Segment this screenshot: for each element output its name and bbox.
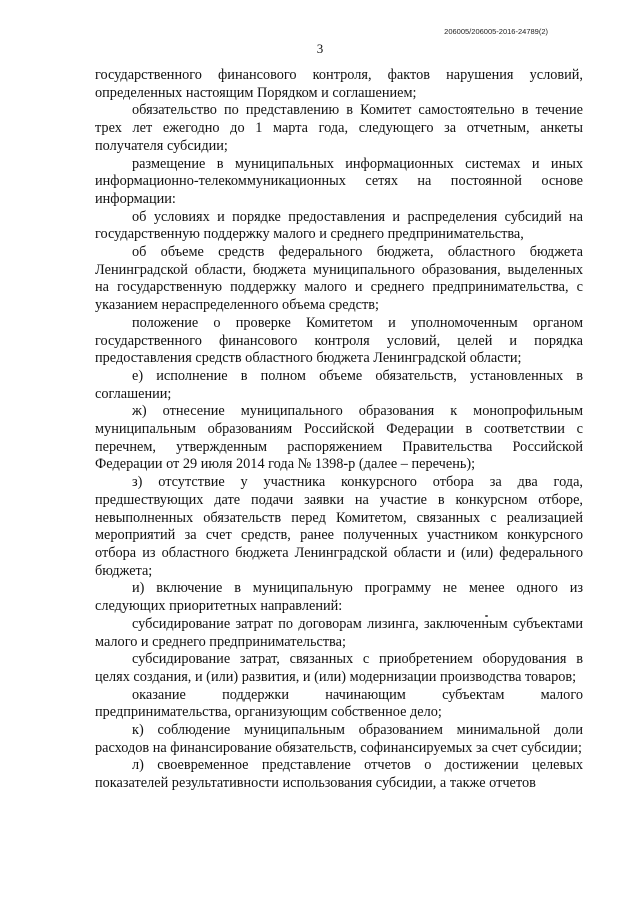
paragraph: к) соблюдение муниципальным образованием минимальной доли расходов на финансирование обязательств, софинансируемых за счет субсидии; bbox=[95, 722, 583, 756]
paragraph: и) включение в муниципальную программу не менее одного из следующих приоритетных направлений: bbox=[95, 580, 583, 615]
paragraph: л) своевременное представление отчетов о достижении целевых показателей результативности использования субсидии, а также отчетов bbox=[95, 757, 583, 792]
paragraph: ж) отнесение муниципального образования к монопрофильным муниципальным образованиям Российской Федерации в соответствии с перечнем, утвержденным распоряжением Правительства Российской Федерации от 29 июля 2014 года № 1398-р (далее – перечень); bbox=[95, 403, 583, 473]
paragraph: об объеме средств федерального бюджета, областного бюджета Ленинградской области, бюджета муниципального образования, выделенных на государственную поддержку малого и среднего предпринимательства, с указанием нераспределенного объема средств; bbox=[95, 244, 583, 314]
document-id: 206005/206005-2016-24789(2) bbox=[444, 27, 548, 36]
paragraph: е) исполнение в полном объеме обязательств, установленных в соглашении; bbox=[95, 367, 583, 402]
paragraph: субсидирование затрат по договорам лизинга, заключенным субъектами малого и среднего предпринимательства; bbox=[95, 615, 583, 650]
paragraph: з) отсутствие у участника конкурсного отбора за два года, предшествующих дате подачи заявки на участие в конкурсном отборе, невыполненных обязательств перед Комитетом, связанных с реализацией мероприятий за счет средств, ранее полученных участником конкурсного отбора из областного бюджета Ленинградской области и (или) федерального бюджета; bbox=[95, 474, 583, 579]
paragraph: об условиях и порядке предоставления и распределения субсидий на государственную поддержку малого и среднего предпринимательства, bbox=[95, 208, 583, 243]
paragraph: положение о проверке Комитетом и уполномоченным органом государственного финансового контроля условий, целей и порядка предоставления средств областного бюджета Ленинградской области; bbox=[95, 314, 583, 367]
paragraph: оказание поддержки начинающим субъектам малого предпринимательства, организующим собственное дело; bbox=[95, 686, 583, 721]
paragraph: субсидирование затрат, связанных с приобретением оборудования в целях создания, и (или) развития, и (или) модернизации производства товаров; bbox=[95, 651, 583, 685]
body-text bbox=[95, 67, 583, 793]
paragraph: государственного финансового контроля, фактов нарушения условий, определенных настоящим Порядком и соглашением; bbox=[95, 67, 583, 101]
page-number: 3 bbox=[316, 41, 324, 56]
paragraph: обязательство по представлению в Комитет самостоятельно в течение трех лет ежегодно до 1 марта года, следующего за отчетным, анкеты получателя субсидии; bbox=[95, 102, 583, 154]
paragraph: размещение в муниципальных информационных системах и иных информационно-телекоммуникационных сетях на постоянной основе информации: bbox=[95, 155, 583, 207]
